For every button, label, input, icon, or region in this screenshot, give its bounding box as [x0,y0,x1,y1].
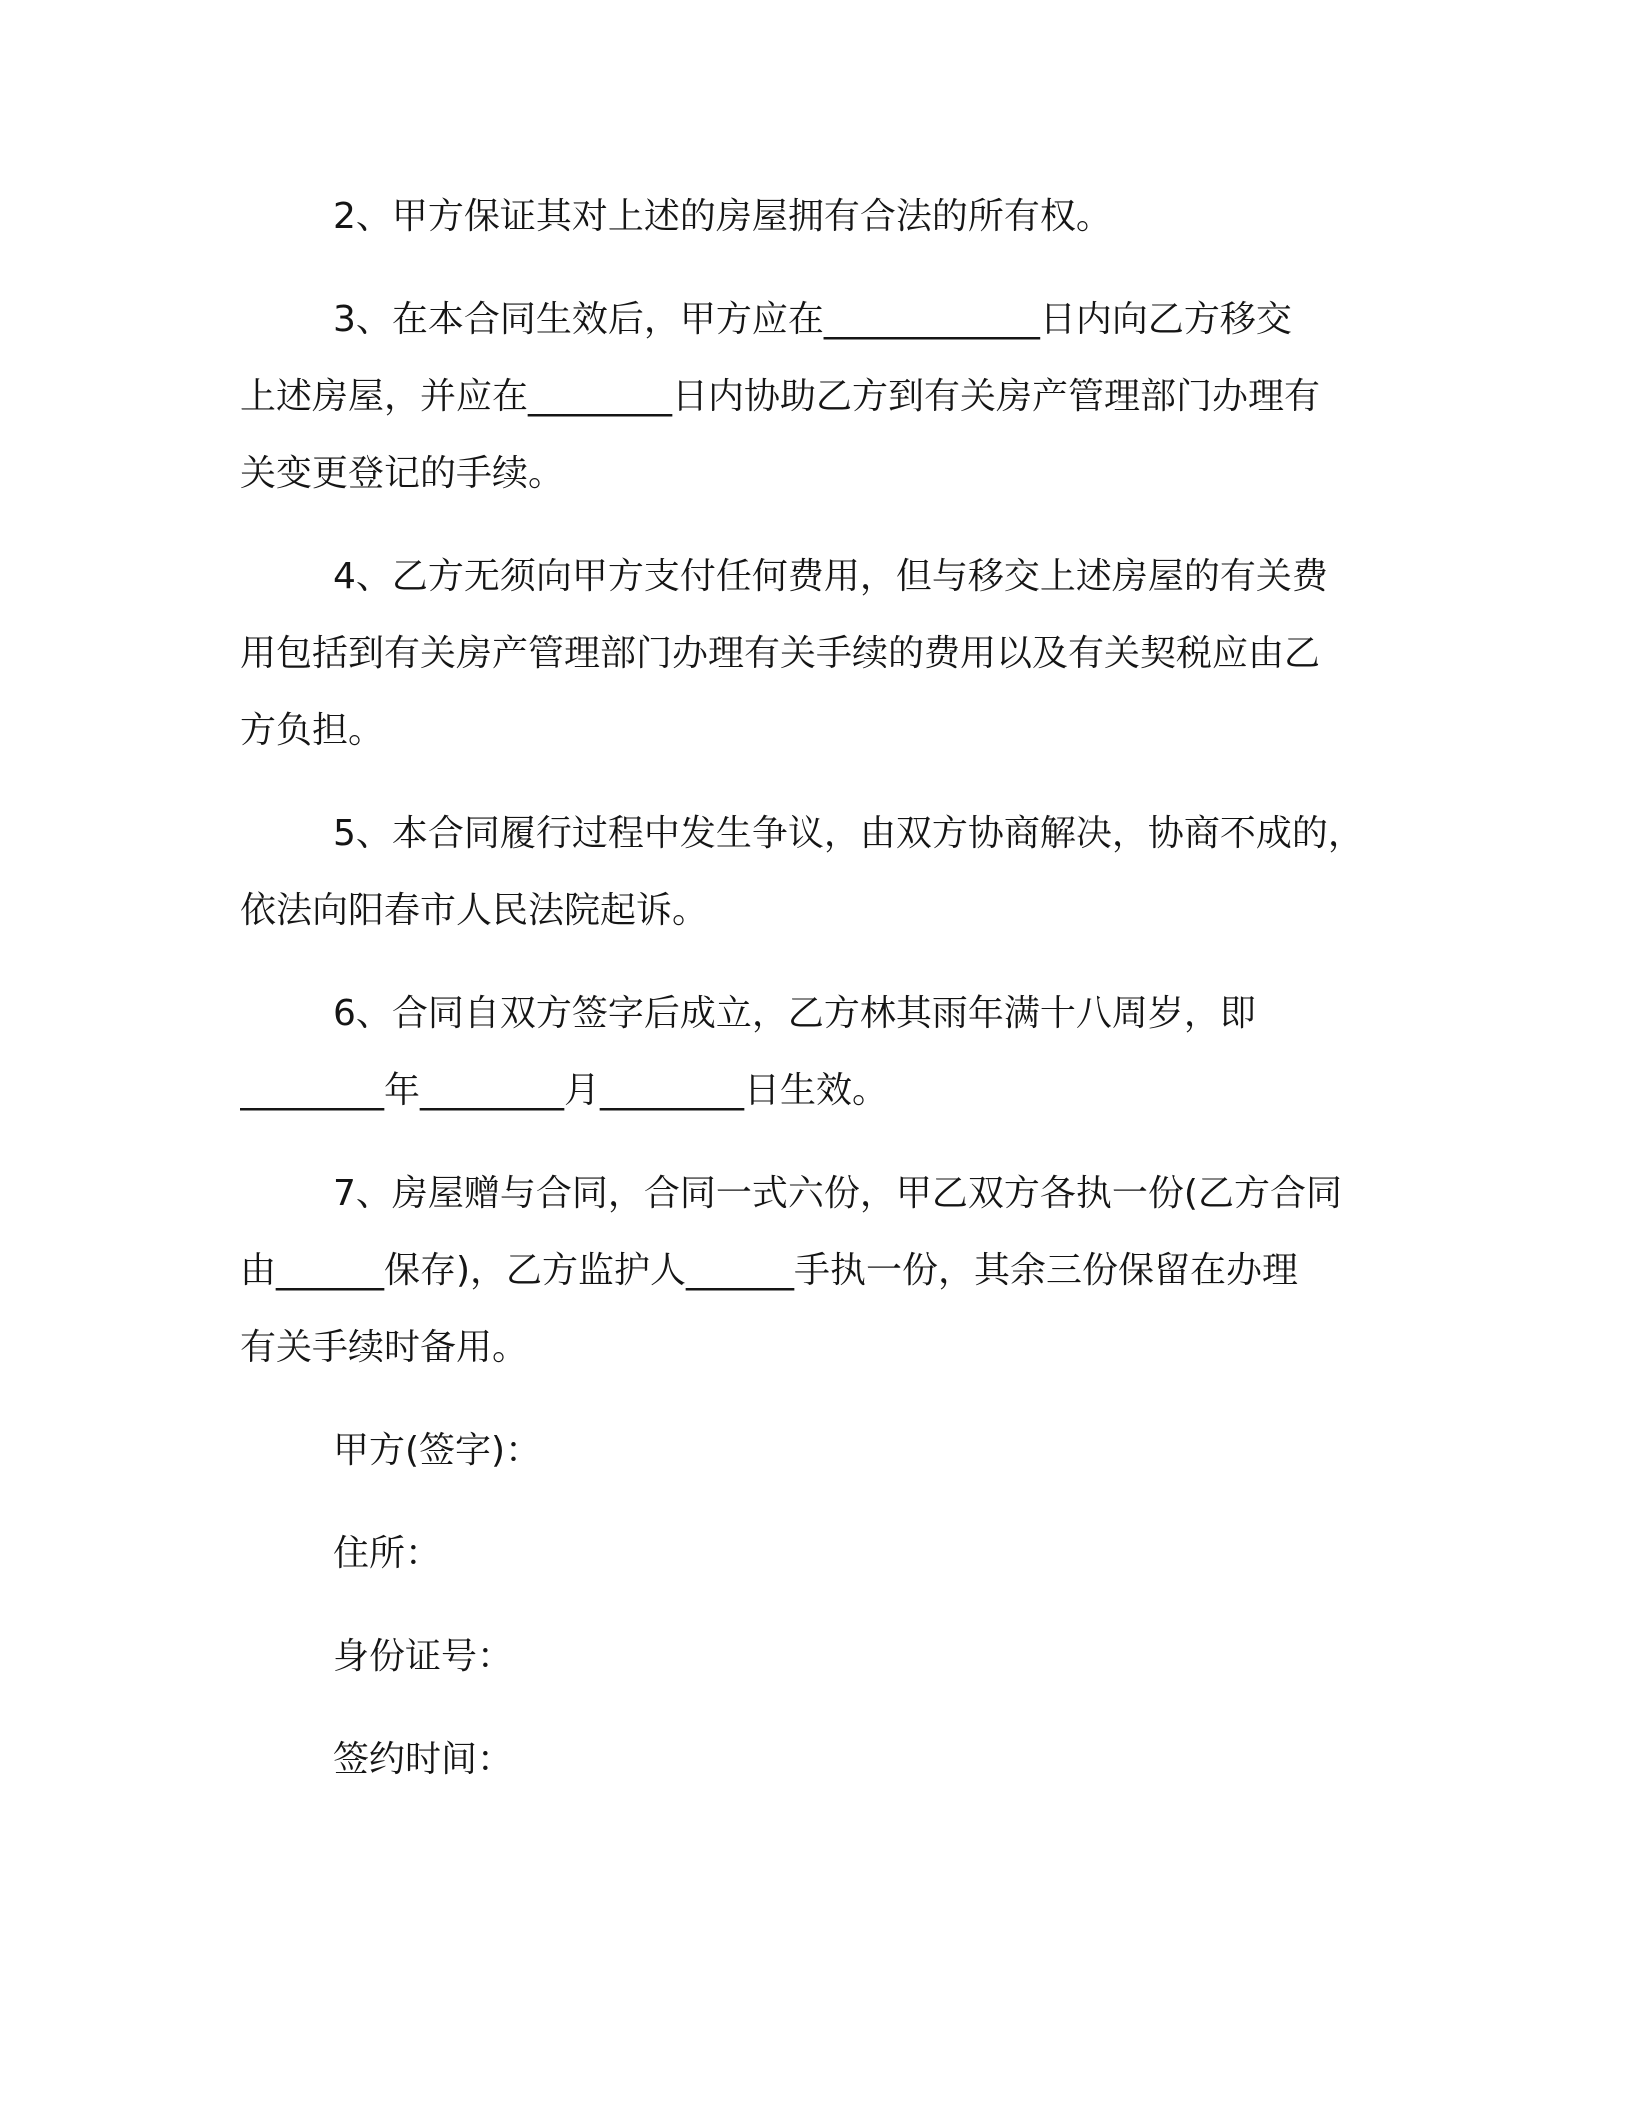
clause-3-line-1: 3、在本合同生效后，甲方应在____________日内向乙方移交 [333,299,1292,340]
id-number-label: 身份证号： [333,1636,514,1677]
clause-2-line-1: 2、甲方保证其对上述的房屋拥有合法的所有权。 [333,196,1112,237]
clause-6-line-2: ________年________月________日生效。 [240,1070,889,1111]
clause-3-line-2: 上述房屋，并应在________日内协助乙方到有关房产管理部门办理有 [240,376,1321,417]
clause-3 [240,281,1400,512]
address-label: 住所： [333,1533,442,1574]
clause-6-line-1: 6、合同自双方签字后成立，乙方林其雨年满十八周岁，即 [333,993,1256,1034]
clause-4-line-1: 4、乙方无须向甲方支付任何费用，但与移交上述房屋的有关费 [333,556,1328,597]
clause-7-line-1: 7、房屋赠与合同，合同一式六份，甲乙双方各执一份(乙方合同 [333,1173,1342,1214]
party-a-signature-label: 甲方(签字)： [333,1430,542,1471]
clause-5-line-2: 依法向阳春市人民法院起诉。 [240,890,709,931]
clause-5 [240,795,1400,949]
clause-7 [240,1155,1400,1386]
clause-4-line-2: 用包括到有关房产管理部门办理有关手续的费用以及有关契税应由乙 [240,633,1321,674]
clause-6 [240,975,1400,1129]
signing-date-label: 签约时间： [333,1739,514,1780]
clause-3-line-3: 关变更登记的手续。 [240,453,565,494]
clause-7-line-3: 有关手续时备用。 [240,1327,529,1368]
clause-4-line-3: 方负担。 [240,710,385,751]
signature-block [240,1412,1400,1798]
clause-7-line-2: 由______保存)，乙方监护人______手执一份，其余三份保留在办理 [240,1250,1299,1291]
clause-5-line-1: 5、本合同履行过程中发生争议，由双方协商解决，协商不成的， [333,813,1364,854]
clause-4 [240,538,1400,769]
clause-2 [240,178,1400,255]
document-page [240,178,1400,1824]
